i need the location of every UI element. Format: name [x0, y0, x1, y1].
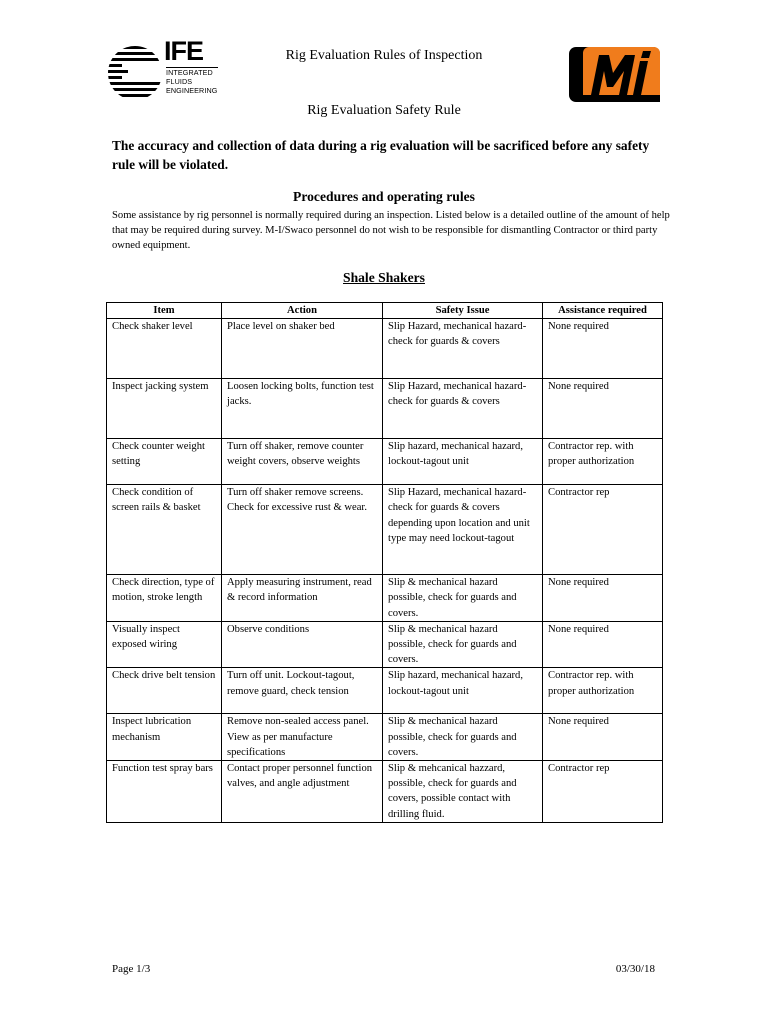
column-header-item: Item [107, 303, 222, 319]
table-cell-action: Turn off shaker remove screens. Check for excessive rust & wear. [222, 485, 383, 575]
table-cell-item: Check counter weight setting [107, 439, 222, 485]
table-cell-item: Check shaker level [107, 319, 222, 379]
shale-shakers-table [106, 302, 663, 823]
ife-logo-subtext: INTEGRATED FLUIDS ENGINEERING [166, 68, 218, 95]
table-row [107, 761, 663, 823]
table-cell-safety-issue: Slip hazard, mechanical hazard, lockout-tagout unit [383, 668, 543, 714]
table-cell-assistance: None required [543, 621, 663, 668]
table-cell-assistance: Contractor rep. with proper authorization [543, 668, 663, 714]
table-cell-item: Inspect jacking system [107, 379, 222, 439]
safety-statement: The accuracy and collection of data during a rig evaluation will be sacrificed before any safety rule will be violated. [112, 138, 650, 172]
table-row [107, 621, 663, 668]
table-cell-safety-issue: Slip Hazard, mechanical hazard-check for guards & covers depending upon location and unit type may need lockout-tagout [383, 485, 543, 575]
column-header-safety-issue: Safety Issue [383, 303, 543, 319]
table-row [107, 379, 663, 439]
table-cell-action: Loosen locking bolts, function test jacks. [222, 379, 383, 439]
table-cell-safety-issue: Slip & mechanical hazard possible, check for guards and covers. [383, 714, 543, 761]
table-row [107, 439, 663, 485]
table-cell-action: Observe conditions [222, 621, 383, 668]
table-cell-assistance: None required [543, 575, 663, 622]
table-cell-safety-issue: Slip Hazard, mechanical hazard-check for guards & covers [383, 379, 543, 439]
table-cell-item: Function test spray bars [107, 761, 222, 823]
table-cell-safety-issue: Slip & mechanical hazard possible, check for guards and covers. [383, 575, 543, 622]
footer-date: 03/30/18 [615, 963, 655, 975]
table-cell-item: Visually inspect exposed wiring [107, 621, 222, 668]
mi-logo [569, 47, 660, 102]
table-heading: Shale Shakers [343, 270, 425, 285]
ife-logo-letters: IFE [164, 36, 204, 66]
footer-page-number: Page 1/3 [112, 963, 151, 975]
table-row [107, 319, 663, 379]
table-cell-assistance: None required [543, 379, 663, 439]
table-cell-item: Check direction, type of motion, stroke length [107, 575, 222, 622]
table-cell-item: Check drive belt tension [107, 668, 222, 714]
table-cell-assistance: Contractor rep [543, 761, 663, 823]
intro-paragraph: Some assistance by rig personnel is normally required during an inspection. Listed below is a detailed outline of the amount of help that may be required during survey. M-I/Swaco personnel do not wish to be responsible for dismantling Contractor or third party owned equipment. [112, 210, 670, 252]
table-cell-action: Turn off unit. Lockout-tagout, remove guard, check tension [222, 668, 383, 714]
ife-globe-stripes-icon [108, 44, 164, 102]
table-row [107, 714, 663, 761]
table-cell-action: Remove non-sealed access panel. View as per manufacture specifications [222, 714, 383, 761]
ife-logo [108, 36, 220, 104]
table-cell-item: Check condition of screen rails & basket [107, 485, 222, 575]
table-cell-safety-issue: Slip & mechanical hazard possible, check for guards and covers. [383, 621, 543, 668]
table-header-row [107, 303, 663, 319]
section-heading: Procedures and operating rules [293, 189, 475, 204]
column-header-action: Action [222, 303, 383, 319]
table-cell-safety-issue: Slip Hazard, mechanical hazard-check for guards & covers [383, 319, 543, 379]
table-cell-assistance: Contractor rep. with proper authorization [543, 439, 663, 485]
table-cell-item: Inspect lubrication mechanism [107, 714, 222, 761]
table-row [107, 575, 663, 622]
table-cell-safety-issue: Slip hazard, mechanical hazard, lockout-tagout unit [383, 439, 543, 485]
table-cell-assistance: None required [543, 319, 663, 379]
table-cell-action: Place level on shaker bed [222, 319, 383, 379]
table-cell-action: Turn off shaker, remove counter weight covers, observe weights [222, 439, 383, 485]
table-cell-safety-issue: Slip & mehcanical hazzard, possible, check for guards and covers, possible contact with drilling fluid. [383, 761, 543, 823]
table-cell-action: Apply measuring instrument, read & record information [222, 575, 383, 622]
table-cell-action: Contact proper personnel function valves, and angle adjustment [222, 761, 383, 823]
table-cell-assistance: Contractor rep [543, 485, 663, 575]
page-header-title: Rig Evaluation Rules of Inspection [285, 48, 483, 63]
document-subtitle: Rig Evaluation Safety Rule [307, 103, 461, 118]
table-cell-assistance: None required [543, 714, 663, 761]
table-row [107, 485, 663, 575]
table-row [107, 668, 663, 714]
column-header-assistance: Assistance required [543, 303, 663, 319]
